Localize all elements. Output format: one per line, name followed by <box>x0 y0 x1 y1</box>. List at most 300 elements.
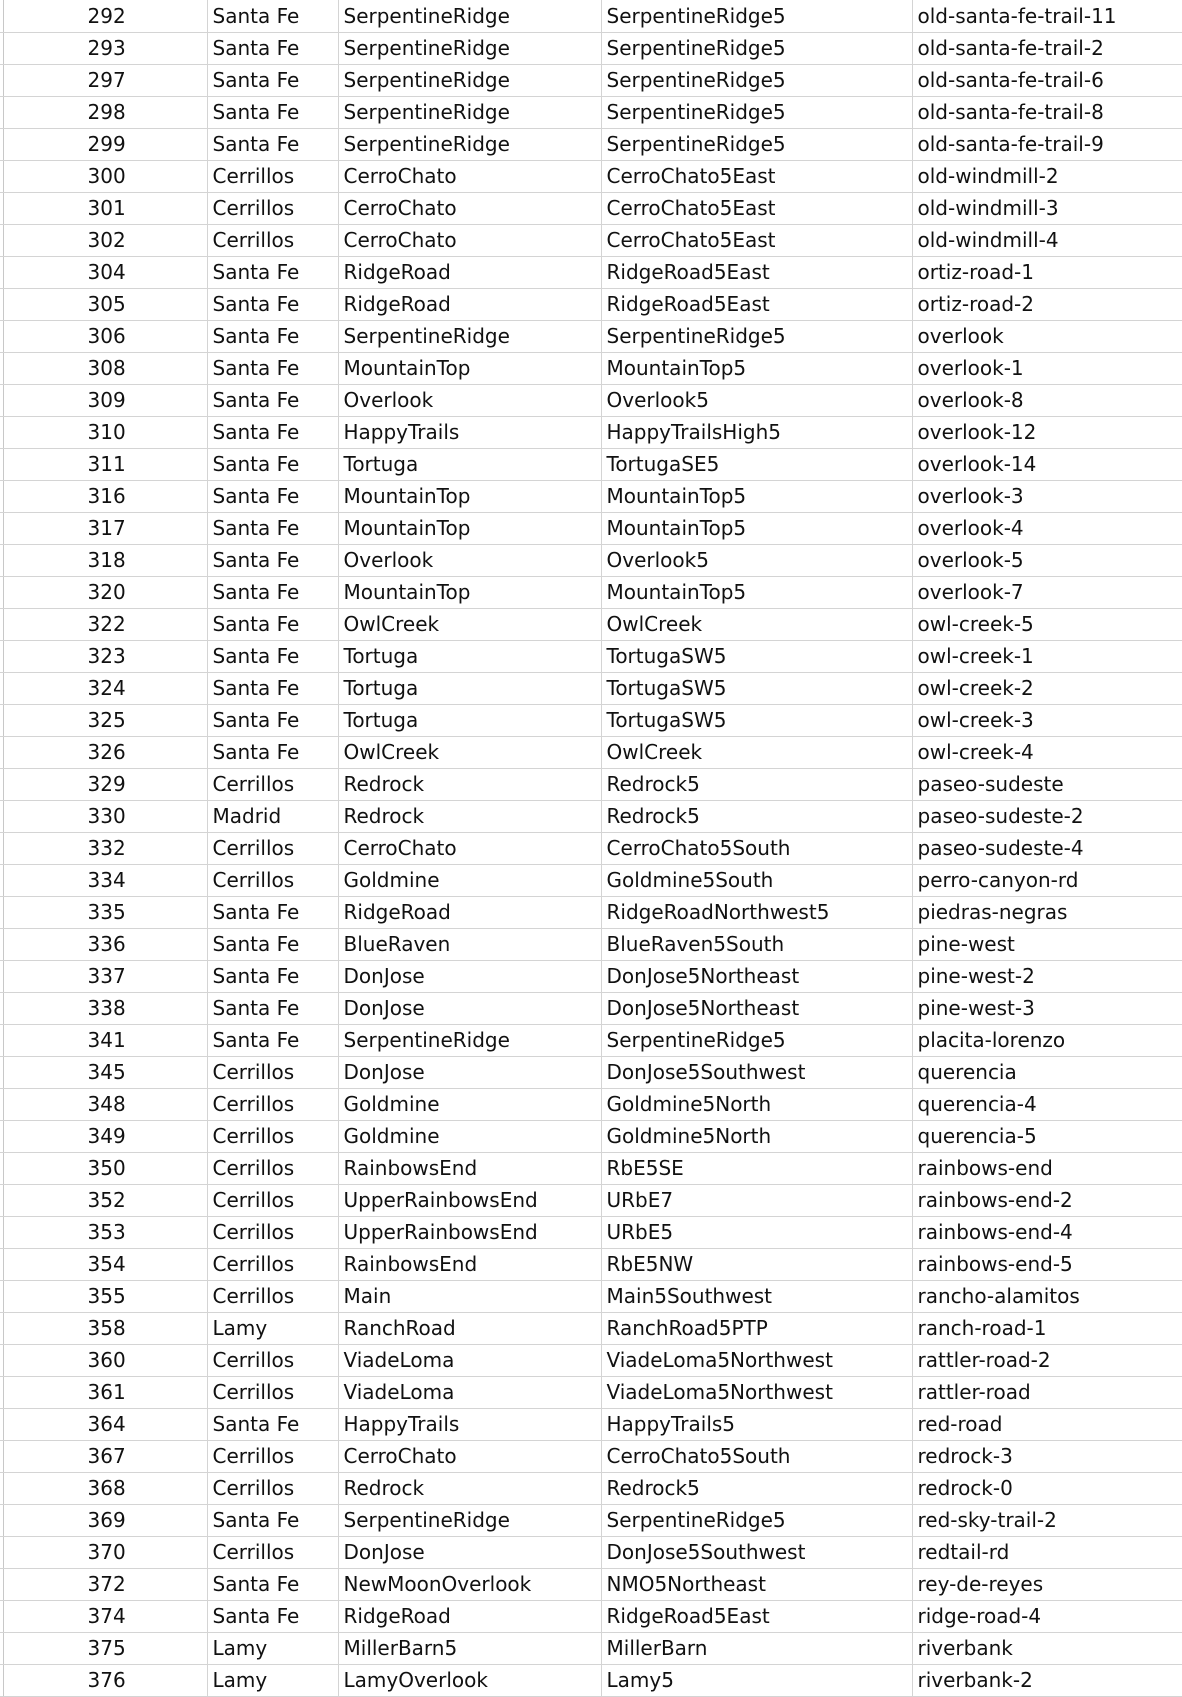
slug-cell[interactable]: red-sky-trail-2 <box>912 1504 1182 1536</box>
slug-cell[interactable]: old-santa-fe-trail-9 <box>912 128 1182 160</box>
id-cell[interactable]: 374 <box>3 1600 207 1632</box>
town-cell[interactable]: Cerrillos <box>207 1056 338 1088</box>
id-cell[interactable]: 330 <box>3 800 207 832</box>
id-cell[interactable]: 361 <box>3 1376 207 1408</box>
zone-cell[interactable]: Redrock <box>338 1472 601 1504</box>
slug-cell[interactable]: redrock-0 <box>912 1472 1182 1504</box>
zone-cell[interactable]: SerpentineRidge <box>338 320 601 352</box>
table-row <box>0 1440 1182 1472</box>
id-cell[interactable]: 338 <box>3 992 207 1024</box>
town-cell[interactable]: Santa Fe <box>207 608 338 640</box>
slug-cell[interactable]: querencia-4 <box>912 1088 1182 1120</box>
slug-cell[interactable]: ortiz-road-2 <box>912 288 1182 320</box>
id-cell[interactable]: 352 <box>3 1184 207 1216</box>
table-row <box>0 928 1182 960</box>
id-cell[interactable]: 322 <box>3 608 207 640</box>
zone-cell[interactable]: CerroChato <box>338 192 601 224</box>
zone-cell[interactable]: Tortuga <box>338 672 601 704</box>
slug-cell[interactable]: rattler-road <box>912 1376 1182 1408</box>
slug-cell[interactable]: pine-west-3 <box>912 992 1182 1024</box>
town-cell[interactable]: Cerrillos <box>207 1440 338 1472</box>
subzone-cell[interactable]: Lamy5 <box>601 1664 912 1696</box>
slug-cell[interactable]: paseo-sudeste <box>912 768 1182 800</box>
subzone-cell[interactable]: TortugaSE5 <box>601 448 912 480</box>
zone-cell[interactable]: CerroChato <box>338 224 601 256</box>
slug-cell[interactable]: overlook <box>912 320 1182 352</box>
town-cell[interactable]: Cerrillos <box>207 192 338 224</box>
zone-cell[interactable]: Tortuga <box>338 640 601 672</box>
subzone-cell[interactable]: ViadeLoma5Northwest <box>601 1344 912 1376</box>
slug-cell[interactable]: overlook-4 <box>912 512 1182 544</box>
subzone-cell[interactable]: RidgeRoad5East <box>601 1600 912 1632</box>
zone-cell[interactable]: MountainTop <box>338 352 601 384</box>
table-row <box>0 544 1182 576</box>
town-cell[interactable]: Santa Fe <box>207 1504 338 1536</box>
id-cell[interactable]: 308 <box>3 352 207 384</box>
town-cell[interactable]: Cerrillos <box>207 160 338 192</box>
id-cell[interactable]: 320 <box>3 576 207 608</box>
id-cell[interactable]: 316 <box>3 480 207 512</box>
zone-cell[interactable]: UpperRainbowsEnd <box>338 1184 601 1216</box>
table-row <box>0 1088 1182 1120</box>
slug-cell[interactable]: old-santa-fe-trail-11 <box>912 0 1182 32</box>
id-cell[interactable]: 305 <box>3 288 207 320</box>
slug-cell[interactable]: placita-lorenzo <box>912 1024 1182 1056</box>
town-cell[interactable]: Santa Fe <box>207 256 338 288</box>
slug-cell[interactable]: redrock-3 <box>912 1440 1182 1472</box>
id-cell[interactable]: 349 <box>3 1120 207 1152</box>
subzone-cell[interactable]: RidgeRoad5East <box>601 256 912 288</box>
table-row <box>0 608 1182 640</box>
town-cell[interactable]: Santa Fe <box>207 416 338 448</box>
id-cell[interactable]: 292 <box>3 0 207 32</box>
zone-cell[interactable]: LamyOverlook <box>338 1664 601 1696</box>
subzone-cell[interactable]: CerroChato5East <box>601 224 912 256</box>
town-cell[interactable]: Cerrillos <box>207 768 338 800</box>
id-cell[interactable]: 304 <box>3 256 207 288</box>
slug-cell[interactable]: old-windmill-3 <box>912 192 1182 224</box>
subzone-cell[interactable]: Main5Southwest <box>601 1280 912 1312</box>
slug-cell[interactable]: overlook-3 <box>912 480 1182 512</box>
id-cell[interactable]: 370 <box>3 1536 207 1568</box>
id-cell[interactable]: 324 <box>3 672 207 704</box>
subzone-cell[interactable]: ViadeLoma5Northwest <box>601 1376 912 1408</box>
id-cell[interactable]: 300 <box>3 160 207 192</box>
table-row <box>0 832 1182 864</box>
subzone-cell[interactable]: RidgeRoad5East <box>601 288 912 320</box>
slug-cell[interactable]: old-windmill-2 <box>912 160 1182 192</box>
table-row <box>0 32 1182 64</box>
table-row <box>0 1536 1182 1568</box>
subzone-cell[interactable]: Goldmine5North <box>601 1120 912 1152</box>
slug-cell[interactable]: overlook-12 <box>912 416 1182 448</box>
subzone-cell[interactable]: MountainTop5 <box>601 352 912 384</box>
slug-cell[interactable]: querencia <box>912 1056 1182 1088</box>
zone-cell[interactable]: RidgeRoad <box>338 288 601 320</box>
zone-cell[interactable]: HappyTrails <box>338 1408 601 1440</box>
subzone-cell[interactable]: TortugaSW5 <box>601 704 912 736</box>
subzone-cell[interactable]: SerpentineRidge5 <box>601 0 912 32</box>
zone-cell[interactable]: MillerBarn5 <box>338 1632 601 1664</box>
id-cell[interactable]: 301 <box>3 192 207 224</box>
town-cell[interactable]: Santa Fe <box>207 512 338 544</box>
id-cell[interactable]: 329 <box>3 768 207 800</box>
slug-cell[interactable]: overlook-5 <box>912 544 1182 576</box>
town-cell[interactable]: Cerrillos <box>207 1184 338 1216</box>
zone-cell[interactable]: RidgeRoad <box>338 896 601 928</box>
zone-cell[interactable]: MountainTop <box>338 480 601 512</box>
table-row <box>0 128 1182 160</box>
subzone-cell[interactable]: Overlook5 <box>601 544 912 576</box>
slug-cell[interactable]: old-windmill-4 <box>912 224 1182 256</box>
table-row <box>0 512 1182 544</box>
zone-cell[interactable]: Main <box>338 1280 601 1312</box>
town-cell[interactable]: Madrid <box>207 800 338 832</box>
subzone-cell[interactable]: DonJose5Southwest <box>601 1536 912 1568</box>
id-cell[interactable]: 293 <box>3 32 207 64</box>
table-row <box>0 1152 1182 1184</box>
subzone-cell[interactable]: NMO5Northeast <box>601 1568 912 1600</box>
table-row <box>0 1056 1182 1088</box>
table-row <box>0 64 1182 96</box>
subzone-cell[interactable]: Redrock5 <box>601 800 912 832</box>
town-cell[interactable]: Santa Fe <box>207 704 338 736</box>
town-cell[interactable]: Cerrillos <box>207 1536 338 1568</box>
id-cell[interactable]: 353 <box>3 1216 207 1248</box>
id-cell[interactable]: 318 <box>3 544 207 576</box>
town-cell[interactable]: Santa Fe <box>207 1600 338 1632</box>
slug-cell[interactable]: overlook-1 <box>912 352 1182 384</box>
table-row <box>0 416 1182 448</box>
town-cell[interactable]: Santa Fe <box>207 736 338 768</box>
id-cell[interactable]: 337 <box>3 960 207 992</box>
zone-cell[interactable]: RidgeRoad <box>338 256 601 288</box>
zone-cell[interactable]: SerpentineRidge <box>338 64 601 96</box>
zone-cell[interactable]: CerroChato <box>338 1440 601 1472</box>
subzone-cell[interactable]: DonJose5Northeast <box>601 960 912 992</box>
id-cell[interactable]: 306 <box>3 320 207 352</box>
town-cell[interactable]: Santa Fe <box>207 576 338 608</box>
id-cell[interactable]: 309 <box>3 384 207 416</box>
table-row <box>0 1280 1182 1312</box>
subzone-cell[interactable]: OwlCreek <box>601 608 912 640</box>
subzone-cell[interactable]: SerpentineRidge5 <box>601 1504 912 1536</box>
zone-cell[interactable]: Redrock <box>338 768 601 800</box>
zone-cell[interactable]: Overlook <box>338 384 601 416</box>
slug-cell[interactable]: rattler-road-2 <box>912 1344 1182 1376</box>
slug-cell[interactable]: ortiz-road-1 <box>912 256 1182 288</box>
town-cell[interactable]: Lamy <box>207 1632 338 1664</box>
id-cell[interactable]: 360 <box>3 1344 207 1376</box>
town-cell[interactable]: Santa Fe <box>207 1568 338 1600</box>
id-cell[interactable]: 345 <box>3 1056 207 1088</box>
town-cell[interactable]: Santa Fe <box>207 544 338 576</box>
table-row <box>0 448 1182 480</box>
subzone-cell[interactable]: CerroChato5South <box>601 832 912 864</box>
id-cell[interactable]: 350 <box>3 1152 207 1184</box>
zone-cell[interactable]: SerpentineRidge <box>338 96 601 128</box>
slug-cell[interactable]: overlook-7 <box>912 576 1182 608</box>
zone-cell[interactable]: BlueRaven <box>338 928 601 960</box>
town-cell[interactable]: Lamy <box>207 1664 338 1696</box>
slug-cell[interactable]: owl-creek-3 <box>912 704 1182 736</box>
town-cell[interactable]: Cerrillos <box>207 1472 338 1504</box>
subzone-cell[interactable]: OwlCreek <box>601 736 912 768</box>
town-cell[interactable]: Santa Fe <box>207 1024 338 1056</box>
id-cell[interactable]: 369 <box>3 1504 207 1536</box>
slug-cell[interactable]: old-santa-fe-trail-8 <box>912 96 1182 128</box>
slug-cell[interactable]: old-santa-fe-trail-2 <box>912 32 1182 64</box>
slug-cell[interactable]: old-santa-fe-trail-6 <box>912 64 1182 96</box>
slug-cell[interactable]: rainbows-end-4 <box>912 1216 1182 1248</box>
zone-cell[interactable]: UpperRainbowsEnd <box>338 1216 601 1248</box>
zone-cell[interactable]: ViadeLoma <box>338 1344 601 1376</box>
table-row <box>0 640 1182 672</box>
id-cell[interactable]: 317 <box>3 512 207 544</box>
zone-cell[interactable]: DonJose <box>338 1536 601 1568</box>
id-cell[interactable]: 372 <box>3 1568 207 1600</box>
zone-cell[interactable]: OwlCreek <box>338 608 601 640</box>
subzone-cell[interactable]: Overlook5 <box>601 384 912 416</box>
subzone-cell[interactable]: SerpentineRidge5 <box>601 128 912 160</box>
slug-cell[interactable]: querencia-5 <box>912 1120 1182 1152</box>
id-cell[interactable]: 368 <box>3 1472 207 1504</box>
id-cell[interactable]: 376 <box>3 1664 207 1696</box>
slug-cell[interactable]: owl-creek-2 <box>912 672 1182 704</box>
id-cell[interactable]: 354 <box>3 1248 207 1280</box>
id-cell[interactable]: 325 <box>3 704 207 736</box>
subzone-cell[interactable]: CerroChato5South <box>601 1440 912 1472</box>
town-cell[interactable]: Santa Fe <box>207 960 338 992</box>
town-cell[interactable]: Santa Fe <box>207 288 338 320</box>
id-cell[interactable]: 375 <box>3 1632 207 1664</box>
town-cell[interactable]: Santa Fe <box>207 32 338 64</box>
zone-cell[interactable]: SerpentineRidge <box>338 1024 601 1056</box>
town-cell[interactable]: Santa Fe <box>207 96 338 128</box>
subzone-cell[interactable]: SerpentineRidge5 <box>601 64 912 96</box>
subzone-cell[interactable]: MountainTop5 <box>601 576 912 608</box>
town-cell[interactable]: Santa Fe <box>207 448 338 480</box>
subzone-cell[interactable]: Redrock5 <box>601 1472 912 1504</box>
town-cell[interactable]: Cerrillos <box>207 1088 338 1120</box>
subzone-cell[interactable]: SerpentineRidge5 <box>601 32 912 64</box>
table-row <box>0 1472 1182 1504</box>
town-cell[interactable]: Santa Fe <box>207 928 338 960</box>
table-row <box>0 896 1182 928</box>
id-cell[interactable]: 335 <box>3 896 207 928</box>
id-cell[interactable]: 336 <box>3 928 207 960</box>
slug-cell[interactable]: owl-creek-5 <box>912 608 1182 640</box>
slug-cell[interactable]: overlook-14 <box>912 448 1182 480</box>
town-cell[interactable]: Cerrillos <box>207 1376 338 1408</box>
town-cell[interactable]: Santa Fe <box>207 384 338 416</box>
slug-cell[interactable]: rey-de-reyes <box>912 1568 1182 1600</box>
table-row <box>0 160 1182 192</box>
zone-cell[interactable]: Goldmine <box>338 1120 601 1152</box>
slug-cell[interactable]: ranch-road-1 <box>912 1312 1182 1344</box>
slug-cell[interactable]: rancho-alamitos <box>912 1280 1182 1312</box>
table-row <box>0 224 1182 256</box>
zone-cell[interactable]: DonJose <box>338 1056 601 1088</box>
town-cell[interactable]: Cerrillos <box>207 1152 338 1184</box>
slug-cell[interactable]: ridge-road-4 <box>912 1600 1182 1632</box>
slug-cell[interactable]: riverbank <box>912 1632 1182 1664</box>
slug-cell[interactable]: piedras-negras <box>912 896 1182 928</box>
subzone-cell[interactable]: RidgeRoadNorthwest5 <box>601 896 912 928</box>
town-cell[interactable]: Santa Fe <box>207 64 338 96</box>
id-cell[interactable]: 310 <box>3 416 207 448</box>
table-row <box>0 288 1182 320</box>
id-cell[interactable]: 311 <box>3 448 207 480</box>
town-cell[interactable]: Cerrillos <box>207 1248 338 1280</box>
table-row <box>0 1248 1182 1280</box>
zone-cell[interactable]: RainbowsEnd <box>338 1152 601 1184</box>
subzone-cell[interactable]: HappyTrailsHigh5 <box>601 416 912 448</box>
zone-cell[interactable]: DonJose <box>338 992 601 1024</box>
slug-cell[interactable]: riverbank-2 <box>912 1664 1182 1696</box>
table-row <box>0 864 1182 896</box>
zone-cell[interactable]: RidgeRoad <box>338 1600 601 1632</box>
table-row <box>0 1312 1182 1344</box>
town-cell[interactable]: Santa Fe <box>207 672 338 704</box>
zone-cell[interactable]: Tortuga <box>338 448 601 480</box>
slug-cell[interactable]: paseo-sudeste-4 <box>912 832 1182 864</box>
table-row <box>0 960 1182 992</box>
table-row <box>0 736 1182 768</box>
subzone-cell[interactable]: TortugaSW5 <box>601 640 912 672</box>
subzone-cell[interactable]: SerpentineRidge5 <box>601 1024 912 1056</box>
table-row <box>0 768 1182 800</box>
id-cell[interactable]: 341 <box>3 1024 207 1056</box>
table-row <box>0 480 1182 512</box>
town-cell[interactable]: Lamy <box>207 1312 338 1344</box>
subzone-cell[interactable]: RbE5SE <box>601 1152 912 1184</box>
town-cell[interactable]: Cerrillos <box>207 832 338 864</box>
subzone-cell[interactable]: URbE5 <box>601 1216 912 1248</box>
subzone-cell[interactable]: Goldmine5North <box>601 1088 912 1120</box>
zone-cell[interactable]: CerroChato <box>338 160 601 192</box>
slug-cell[interactable]: perro-canyon-rd <box>912 864 1182 896</box>
zone-cell[interactable]: Redrock <box>338 800 601 832</box>
subzone-cell[interactable]: HappyTrails5 <box>601 1408 912 1440</box>
subzone-cell[interactable]: URbE7 <box>601 1184 912 1216</box>
town-cell[interactable]: Cerrillos <box>207 224 338 256</box>
zone-cell[interactable]: Tortuga <box>338 704 601 736</box>
zone-cell[interactable]: ViadeLoma <box>338 1376 601 1408</box>
zone-cell[interactable]: MountainTop <box>338 512 601 544</box>
zone-cell[interactable]: Overlook <box>338 544 601 576</box>
subzone-cell[interactable]: MountainTop5 <box>601 480 912 512</box>
id-cell[interactable]: 348 <box>3 1088 207 1120</box>
slug-cell[interactable]: overlook-8 <box>912 384 1182 416</box>
town-cell[interactable]: Cerrillos <box>207 864 338 896</box>
zone-cell[interactable]: MountainTop <box>338 576 601 608</box>
slug-cell[interactable]: rainbows-end-5 <box>912 1248 1182 1280</box>
slug-cell[interactable]: owl-creek-4 <box>912 736 1182 768</box>
slug-cell[interactable]: red-road <box>912 1408 1182 1440</box>
subzone-cell[interactable]: Goldmine5South <box>601 864 912 896</box>
subzone-cell[interactable]: DonJose5Southwest <box>601 1056 912 1088</box>
table-row <box>0 1024 1182 1056</box>
town-cell[interactable]: Santa Fe <box>207 1408 338 1440</box>
subzone-cell[interactable]: BlueRaven5South <box>601 928 912 960</box>
zone-cell[interactable]: OwlCreek <box>338 736 601 768</box>
subzone-cell[interactable]: CerroChato5East <box>601 192 912 224</box>
id-cell[interactable]: 367 <box>3 1440 207 1472</box>
zone-cell[interactable]: Goldmine <box>338 1088 601 1120</box>
town-cell[interactable]: Santa Fe <box>207 320 338 352</box>
slug-cell[interactable]: pine-west <box>912 928 1182 960</box>
subzone-cell[interactable]: SerpentineRidge5 <box>601 96 912 128</box>
zone-cell[interactable]: SerpentineRidge <box>338 1504 601 1536</box>
zone-cell[interactable]: NewMoonOverlook <box>338 1568 601 1600</box>
subzone-cell[interactable]: MountainTop5 <box>601 512 912 544</box>
slug-cell[interactable]: rainbows-end-2 <box>912 1184 1182 1216</box>
table-row <box>0 1600 1182 1632</box>
town-cell[interactable]: Santa Fe <box>207 352 338 384</box>
zone-cell[interactable]: SerpentineRidge <box>338 0 601 32</box>
table-row <box>0 96 1182 128</box>
table-row <box>0 704 1182 736</box>
zone-cell[interactable]: SerpentineRidge <box>338 128 601 160</box>
slug-cell[interactable]: paseo-sudeste-2 <box>912 800 1182 832</box>
subzone-cell[interactable]: DonJose5Northeast <box>601 992 912 1024</box>
id-cell[interactable]: 326 <box>3 736 207 768</box>
table-row <box>0 1120 1182 1152</box>
town-cell[interactable]: Cerrillos <box>207 1344 338 1376</box>
town-cell[interactable]: Santa Fe <box>207 896 338 928</box>
zone-cell[interactable]: RanchRoad <box>338 1312 601 1344</box>
id-cell[interactable]: 334 <box>3 864 207 896</box>
town-cell[interactable]: Cerrillos <box>207 1280 338 1312</box>
zone-cell[interactable]: Goldmine <box>338 864 601 896</box>
town-cell[interactable]: Santa Fe <box>207 0 338 32</box>
zone-cell[interactable]: CerroChato <box>338 832 601 864</box>
subzone-cell[interactable]: MillerBarn <box>601 1632 912 1664</box>
zone-cell[interactable]: SerpentineRidge <box>338 32 601 64</box>
slug-cell[interactable]: redtail-rd <box>912 1536 1182 1568</box>
town-cell[interactable]: Cerrillos <box>207 1216 338 1248</box>
town-cell[interactable]: Santa Fe <box>207 480 338 512</box>
id-cell[interactable]: 358 <box>3 1312 207 1344</box>
id-cell[interactable]: 323 <box>3 640 207 672</box>
id-cell[interactable]: 332 <box>3 832 207 864</box>
subzone-cell[interactable]: CerroChato5East <box>601 160 912 192</box>
subzone-cell[interactable]: SerpentineRidge5 <box>601 320 912 352</box>
zone-cell[interactable]: RainbowsEnd <box>338 1248 601 1280</box>
subzone-cell[interactable]: RbE5NW <box>601 1248 912 1280</box>
town-cell[interactable]: Santa Fe <box>207 640 338 672</box>
town-cell[interactable]: Santa Fe <box>207 992 338 1024</box>
zone-cell[interactable]: HappyTrails <box>338 416 601 448</box>
slug-cell[interactable]: rainbows-end <box>912 1152 1182 1184</box>
id-cell[interactable]: 302 <box>3 224 207 256</box>
id-cell[interactable]: 364 <box>3 1408 207 1440</box>
slug-cell[interactable]: pine-west-2 <box>912 960 1182 992</box>
subzone-cell[interactable]: Redrock5 <box>601 768 912 800</box>
subzone-cell[interactable]: RanchRoad5PTP <box>601 1312 912 1344</box>
table-row <box>0 1568 1182 1600</box>
town-cell[interactable]: Santa Fe <box>207 128 338 160</box>
town-cell[interactable]: Cerrillos <box>207 1120 338 1152</box>
zone-cell[interactable]: DonJose <box>338 960 601 992</box>
slug-cell[interactable]: owl-creek-1 <box>912 640 1182 672</box>
id-cell[interactable]: 299 <box>3 128 207 160</box>
id-cell[interactable]: 297 <box>3 64 207 96</box>
subzone-cell[interactable]: TortugaSW5 <box>601 672 912 704</box>
id-cell[interactable]: 298 <box>3 96 207 128</box>
id-cell[interactable]: 355 <box>3 1280 207 1312</box>
